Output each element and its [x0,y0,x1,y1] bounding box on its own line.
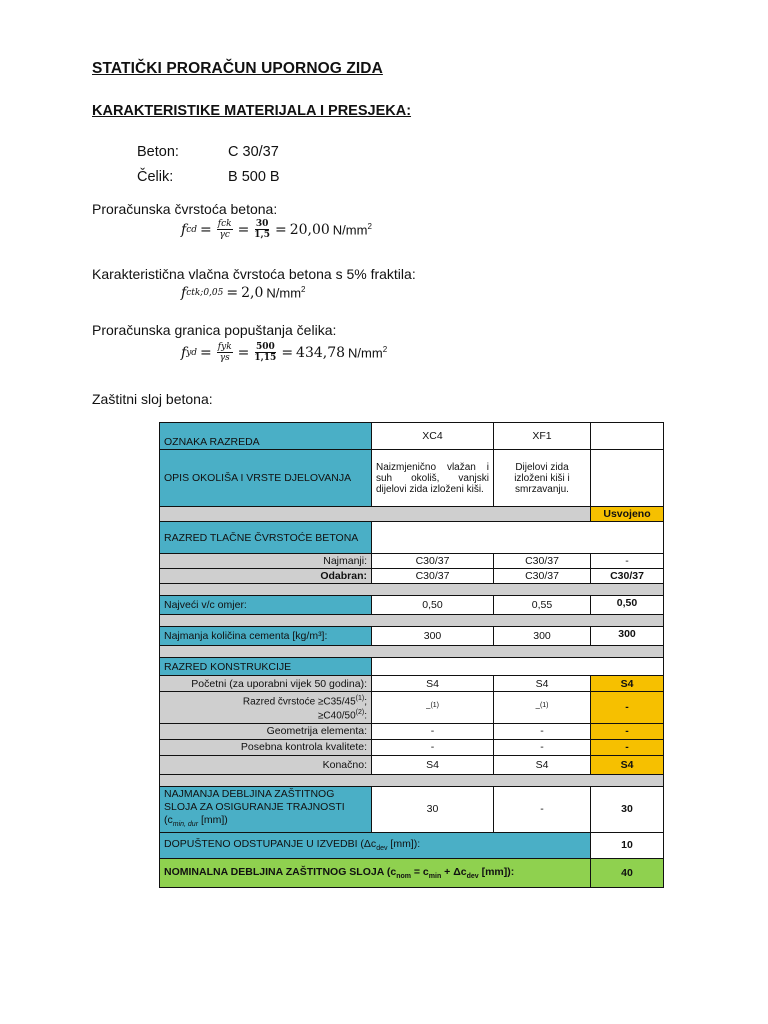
table-row [160,739,664,755]
table-row [160,858,664,887]
page-title: STATIČKI PRORAČUN UPORNOG ZIDA [92,60,383,77]
nominalna-label: NOMINALNA DEBLJINA ZAŠTITNOG SLOJA ($c_{nom} = c_{min} + \Delta c_{dev}$ [mm]): [160,858,591,887]
table-cell: - [494,739,591,755]
konstr-label: RAZRED KONSTRUKCIJE [160,658,372,676]
class-xc4: XC4 [372,423,494,450]
section-title: KARAKTERISTIKE MATERIJALA I PRESJEKA: [92,103,412,119]
concrete-label: Beton: [137,144,179,160]
oznaka-label: OZNAKA RAZREDA [160,423,372,450]
fyd-numeric-fraction: $\frac{500}{1,15}$ [254,342,277,363]
table-cell: S4 [591,755,664,774]
table-cell: S4 [372,755,494,774]
table-cell: S4 [591,676,664,692]
table-row [160,450,664,507]
class-xf1: XF1 [494,423,591,450]
table-cell: C30/37 [494,569,591,584]
table-row [160,507,664,522]
razred-tlacne-label: RAZRED TLAČNE ČVRSTOĆE BETONA [160,522,372,554]
fcd-formula: f cd = $\frac{\text{fck}}{\gamma c}$ = $\frac{30}{1,5}$ = 20,00 $N/mm^2$ [181,219,372,240]
table-row [160,723,664,739]
fyd-formula: f yd = $\frac{\text{fyk}}{\gamma s}$ = $\frac{500}{1,15}$ = 434,78 $N/mm^2$ [181,342,388,363]
desc-xc4: Naizmjenično vlažan i suh okoliš, vanjski dijelovi zida izloženi kiši. [372,450,494,507]
table-row [160,786,664,832]
table-cell: 0,50 [591,596,664,615]
table-cell: 300 [591,627,664,646]
steel-value: B 500 B [228,169,280,185]
table-cell: C30/37 [372,569,494,584]
fctk-result: 2,0 [241,285,264,301]
odstupanje-label: DOPUŠTENO ODSTUPANJE U IZVEDBI ($\Delta c_{dev}$ [mm]): [160,832,591,858]
fcd-sub: cd [186,224,197,235]
table-cell: 0,50 [372,596,494,615]
table-row [160,569,664,584]
table-row [160,554,664,569]
table-row [160,676,664,692]
table-row [160,627,664,646]
fctk-intro: Karakteristična vlačna čvrstoća betona s 5% fraktila: [92,266,416,282]
fyd-unit: $N/mm^2$ [348,344,388,361]
fcd-numeric-fraction: $\frac{30}{1,5}$ [254,219,270,240]
najmanji-label: Najmanji: [160,554,372,569]
geom-label: Geometrija elementa: [160,723,372,739]
fcd-symbolic-fraction: $\frac{\text{fck}}{\gamma c}$ [217,219,232,240]
cement-label: Najmanja količina cementa [kg/m³]: [160,627,372,646]
fctk-formula: f ctk;0,05 = 2,0 $N/mm^2$ [181,285,306,301]
table-cell: S4 [494,676,591,692]
fcd-unit: $N/mm^2$ [332,221,372,238]
kontrola-label: Posebna kontrola kvalitete: [160,739,372,755]
table-cell: 300 [494,627,591,646]
table-row [160,755,664,774]
concrete-value: C 30/37 [228,144,279,160]
table-cell: - [591,723,664,739]
table-cell: C30/37 [591,569,664,584]
table-cell: - [372,739,494,755]
table-cell: - [494,723,591,739]
separator-row [160,646,664,658]
fyd-sub: yd [186,347,198,358]
table-cell: - [591,692,664,724]
desc-xf1: Dijelovi zida izloženi kiši i smrzavanju. [494,450,591,507]
vc-label: Najveći v/c omjer: [160,596,372,615]
table-cell: S4 [494,755,591,774]
table-row [160,423,664,450]
table-row [160,658,664,676]
fyd-symbol: f [181,344,187,361]
konacno-label: Konačno: [160,755,372,774]
table-row [160,832,664,858]
fctk-sub: ctk;0,05 [186,288,224,298]
opis-label: OPIS OKOLIŠA I VRSTE DJELOVANJA [160,450,372,507]
table-cell: S4 [372,676,494,692]
fyd-intro: Proračunska granica popuštanja čelika: [92,322,337,338]
table-cell: C30/37 [372,554,494,569]
fyd-symbolic-fraction: $\frac{\text{fyk}}{\gamma s}$ [217,342,232,363]
pocetni-label: Početni (za uporabni vijek 50 godina): [160,676,372,692]
table-cell: - [494,786,591,832]
table-row [160,692,664,724]
table-row [160,596,664,615]
table-cell: 0,55 [494,596,591,615]
table-cell: - [591,554,664,569]
odabran-label: Odabran: [160,569,372,584]
table-row [160,522,664,554]
concrete-cover-table [159,422,664,888]
table-cell: –$^{(1)}$ [372,692,494,724]
table-cell: C30/37 [494,554,591,569]
nominalna-value: 40 [591,858,664,887]
fcd-symbol: f [181,221,187,238]
fcd-result: 20,00 [289,221,330,238]
table-cell: - [372,723,494,739]
fctk-symbol: f [181,285,187,301]
table-cell: 30 [591,786,664,832]
fyd-result: 434,78 [296,344,346,361]
table-cell: –$^{(1)}$ [494,692,591,724]
fctk-unit: $N/mm^2$ [266,285,306,301]
fcd-intro: Proračunska čvrstoća betona: [92,201,278,217]
odstupanje-value: 10 [591,832,664,858]
separator-row [160,774,664,786]
cover-intro: Zaštitni sloj betona: [92,391,213,407]
debljina-label: NAJMANJA DEBLJINA ZAŠTITNOG SLOJA ZA OSIGURANJE TRAJNOSTI ($c_{min, dur}$ [mm]) [160,786,372,832]
table-cell: 300 [372,627,494,646]
usvojeno-header: Usvojeno [591,507,664,522]
razred-cvrstoce-label: Razred čvrstoće $\ge C35/45^{(1)}$; $\ge C40/50^{(2)}$: [160,692,372,724]
separator-row [160,615,664,627]
steel-label: Čelik: [137,169,174,185]
table-cell: 30 [372,786,494,832]
table-cell: - [591,739,664,755]
separator-row [160,584,664,596]
